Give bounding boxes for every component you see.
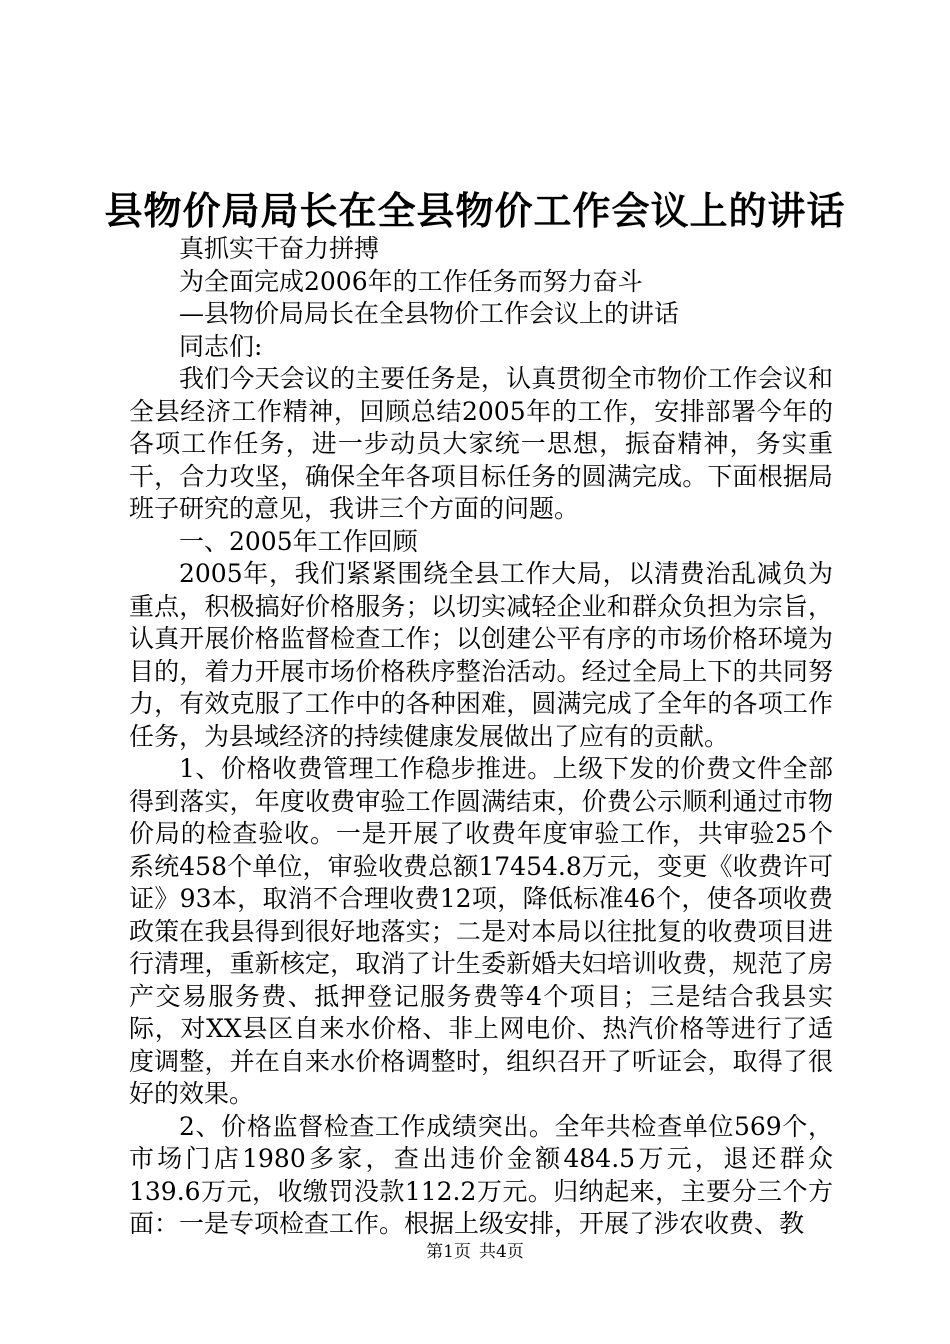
paragraph-intro: 我们今天会议的主要任务是，认真贯彻全市物价工作会议和全县经济工作精神，回顾总结2005年的工作，安排部署今年的各项工作任务，进一步动员大家统一思想，振奋精神，务实重干，合力攻坚，确保全年各项目标任务的圆满完成。下面根据局班子研究的意见，我讲三个方面的问题。 (129, 364, 833, 523)
subtitle-line-1: 真抓实干奋力拼搏 (179, 234, 380, 263)
page-number: 第1页 (426, 1242, 471, 1262)
page-total: 共4页 (479, 1242, 524, 1262)
section-heading-review: 一、2005年工作回顾 (179, 526, 418, 556)
page-footer (0, 1240, 950, 1264)
paragraph-fee-management: 1、价格收费管理工作稳步推进。上级下发的价费文件全部得到落实，年度收费审验工作圆满结束，价费公示顺利通过市物价局的检查验收。一是开展了收费年度审验工作，共审验25个系统458个单位，审验收费总额17454.8万元，变更《收费许可证》93本，取消不合理收费12项，降低标准46个，使各项收费政策在我县得到很好地落实；二是对本局以往批复的收费项目进行清理，重新核定，取消了计生委新婚夫妇培训收费，规范了房产交易服务费、抵押登记服务费等4个项目；三是结合我县实际，对XX县区自来水价格、非上网电价、热汽价格等进行了适度调整，并在自来水价格调整时，组织召开了听证会，取得了很好的效果。 (129, 754, 833, 1108)
document-body (129, 233, 833, 1241)
subtitle-line-2: 为全面完成2006年的工作任务而努力奋斗 (179, 266, 643, 296)
paragraph-review-summary: 2005年，我们紧紧围绕全县工作大局，以清费治乱减负为重点，积极搞好价格服务；以切实减轻企业和群众负担为宗旨，认真开展价格监督检查工作；以创建公平有序的市场价格环境为目的，着力开展市场价格秩序整治活动。经过全局上下的共同努力，有效克服了工作中的各种困难，圆满完成了全年的各项工作任务，为县域经济的持续健康发展做出了应有的贡献。 (129, 559, 833, 751)
paragraph-price-inspection: 2、价格监督检查工作成绩突出。全年共检查单位569个，市场门店1980多家，查出违价金额484.5万元，退还群众139.6万元，收缴罚没款112.2万元。归纳起来，主要分三个方面：一是专项检查工作。根据上级安排，开展了涉农收费、教 (129, 1111, 833, 1238)
document-title: 县物价局局长在全县物价工作会议上的讲话 (104, 188, 846, 233)
subtitle-line-3: —县物价局局长在全县物价工作会议上的讲话 (179, 299, 680, 328)
salutation: 同志们: (179, 331, 263, 361)
